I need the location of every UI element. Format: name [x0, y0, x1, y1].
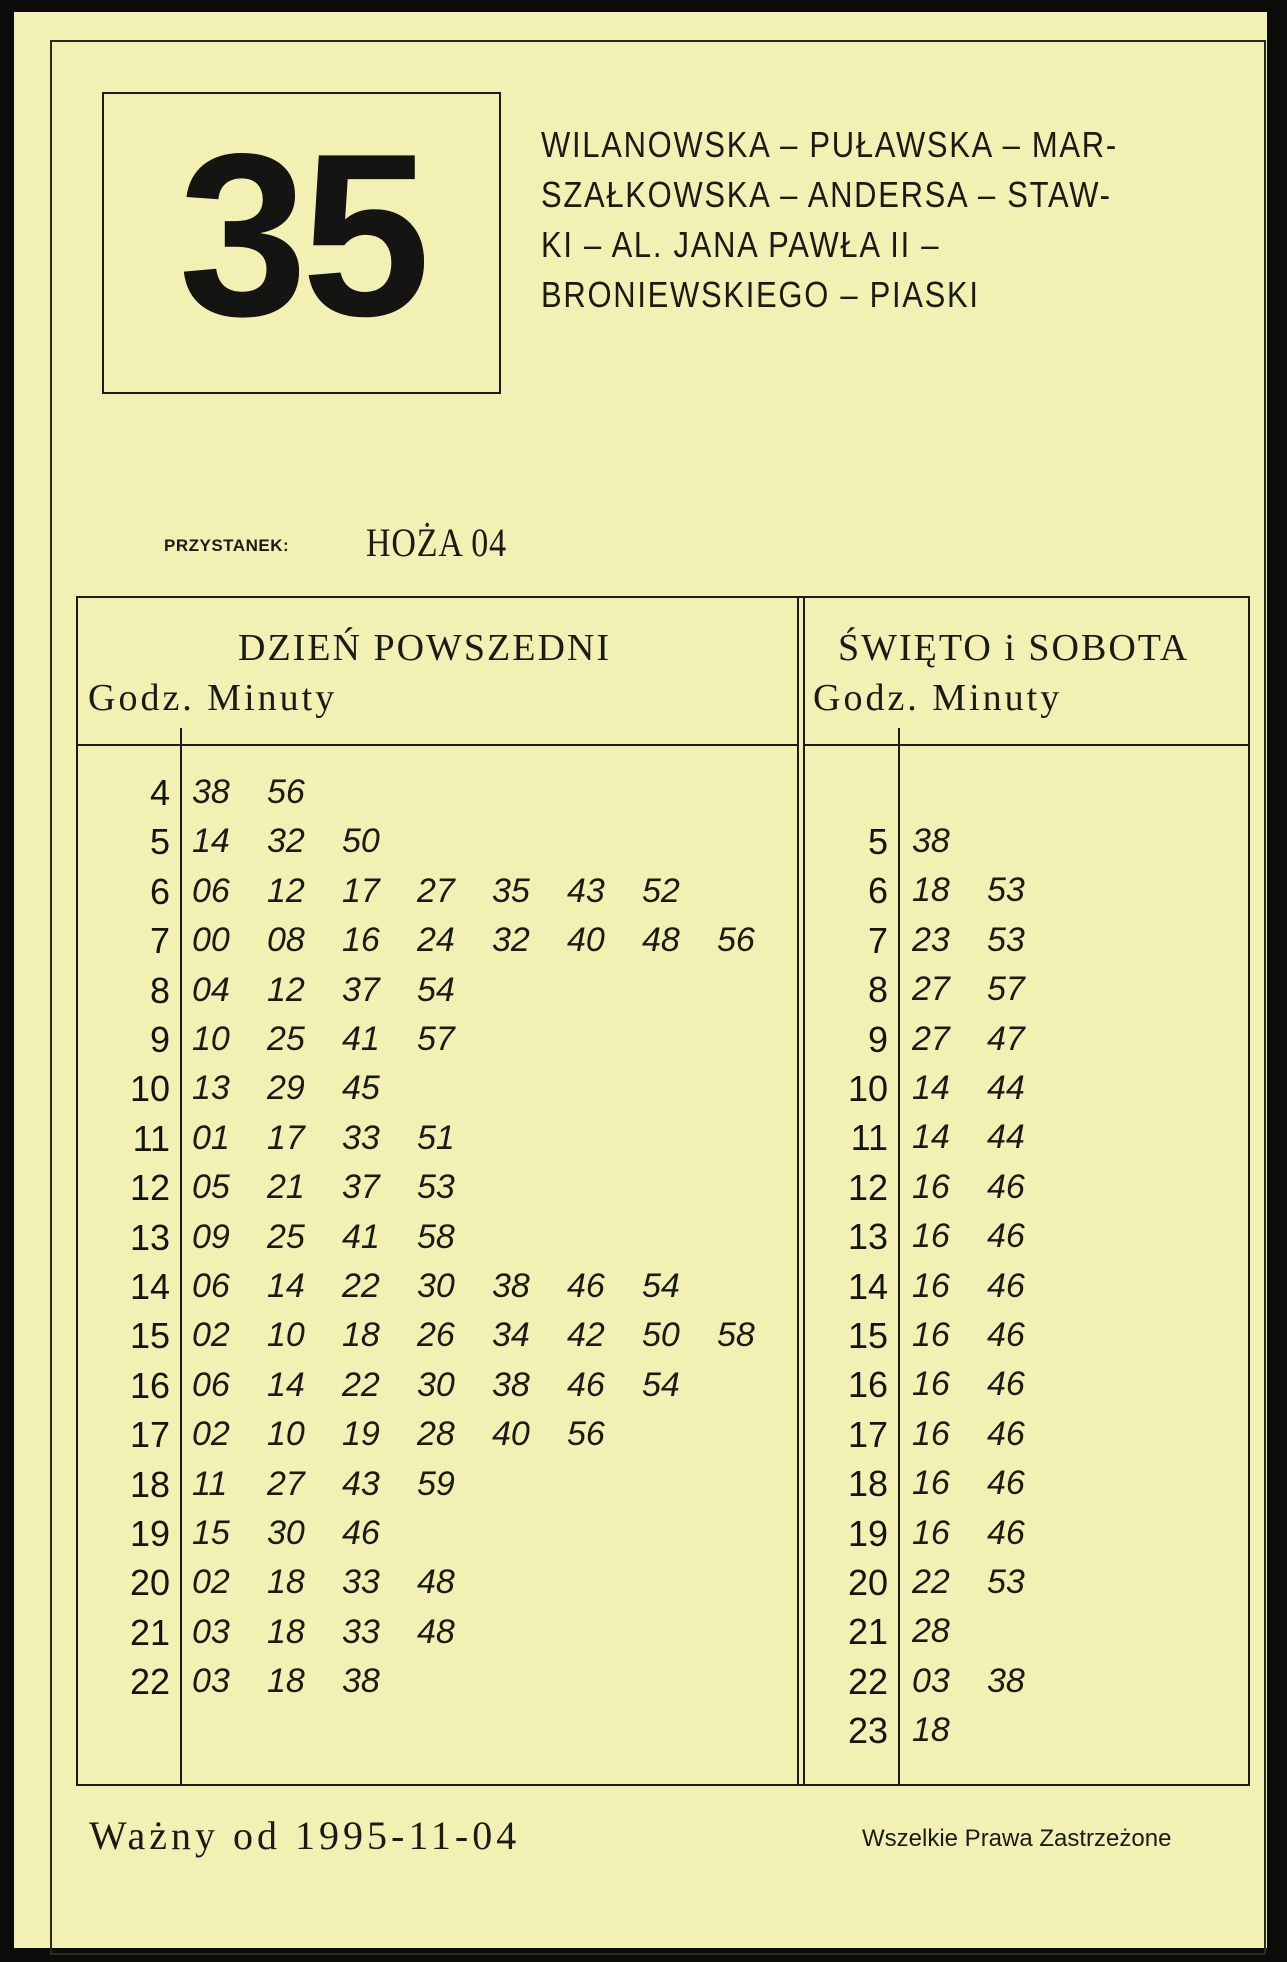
holiday-subtitle: Godz. Minuty: [813, 677, 1063, 719]
hour-cell: 6: [867, 870, 888, 912]
minute-value: 48: [417, 1612, 455, 1651]
minute-value: 53: [987, 1563, 1025, 1601]
schedule-row: [78, 916, 1248, 965]
minute-value: 32: [267, 822, 305, 861]
minute-value: 06: [192, 1267, 230, 1305]
minutes-cell: [912, 1607, 987, 1656]
schedule-row: [78, 1262, 1248, 1311]
route-description: [541, 120, 1143, 320]
minute-value: 53: [987, 920, 1025, 959]
route-description-line: KI – AL. JANA PAWŁA II –: [541, 224, 941, 265]
minute-value: 53: [417, 1168, 455, 1207]
minute-value: 22: [342, 1267, 380, 1305]
minute-value: 14: [912, 1069, 950, 1107]
minute-value: 18: [267, 1612, 305, 1651]
minutes-cell: [912, 1015, 1062, 1064]
minute-value: 00: [192, 921, 230, 960]
schedule-row: [78, 1064, 1248, 1113]
minute-value: 53: [987, 871, 1025, 910]
timetable-sheet: [14, 12, 1267, 1948]
minute-value: 57: [417, 1020, 455, 1058]
minute-value: 46: [987, 1464, 1025, 1503]
minutes-cell: [912, 1064, 1062, 1113]
minute-value: 47: [987, 1019, 1025, 1058]
route-description-line: WILANOWSKA – PUŁAWSKA – MAR-: [541, 124, 1118, 165]
minute-value: 18: [267, 1662, 305, 1701]
weekday-title: DZIEŃ POWSZEDNI: [238, 627, 612, 669]
schedule-row: [78, 1509, 1248, 1558]
minute-value: 10: [267, 1415, 305, 1454]
minutes-cell: [912, 1509, 1062, 1558]
hour-cell: 7: [867, 919, 888, 961]
minute-value: 12: [267, 871, 305, 910]
minute-value: 22: [912, 1563, 950, 1601]
minute-value: 46: [987, 1167, 1025, 1206]
minute-value: 40: [492, 1415, 530, 1454]
minute-value: 54: [642, 1267, 680, 1305]
hour-cell: 19: [847, 1512, 888, 1554]
minutes-cell: [912, 1657, 1062, 1706]
schedule-row: [78, 1558, 1248, 1607]
minute-value: 06: [192, 1365, 230, 1404]
minute-value: 10: [192, 1020, 230, 1058]
minute-value: 54: [417, 970, 455, 1009]
hour-cell: 15: [847, 1315, 888, 1356]
minute-value: 18: [912, 1711, 950, 1750]
minute-value: 30: [267, 1514, 305, 1552]
minute-value: 52: [642, 871, 680, 910]
minute-value: 37: [342, 1168, 380, 1207]
minute-value: 42: [567, 1316, 605, 1355]
minute-value: 43: [567, 871, 605, 910]
hour-cell: 22: [847, 1660, 888, 1702]
hour-cell: 18: [129, 1463, 170, 1505]
schedule-row: [78, 965, 1248, 1014]
minute-value: 48: [642, 921, 680, 960]
minute-value: 17: [342, 871, 380, 910]
hour-cell: 13: [847, 1216, 888, 1258]
minute-value: 46: [567, 1365, 605, 1404]
hour-cell: 10: [847, 1068, 888, 1109]
minute-value: 27: [912, 1019, 950, 1058]
minute-value: 56: [567, 1415, 605, 1454]
rights-notice: Wszelkie Prawa Zastrzeżone: [862, 1825, 1172, 1852]
minutes-cell: [912, 916, 1062, 965]
route-description-line: BRONIEWSKIEGO – PIASKI: [541, 274, 980, 315]
minute-value: 16: [912, 1464, 950, 1503]
hour-cell: 16: [129, 1364, 170, 1406]
schedule-row: [78, 1459, 1248, 1508]
minute-value: 22: [342, 1365, 380, 1404]
minute-value: 25: [267, 1020, 305, 1058]
minute-value: 48: [417, 1563, 455, 1602]
minutes-cell: [912, 1212, 1062, 1261]
hour-cell: 7: [149, 920, 170, 962]
hour-cell: 20: [847, 1562, 888, 1603]
minutes-cell: [912, 1459, 1062, 1508]
minute-value: 24: [417, 921, 455, 960]
minute-value: 38: [192, 773, 230, 811]
minutes-cell: [912, 1410, 1062, 1459]
schedule-row: [78, 1163, 1248, 1212]
minute-value: 16: [912, 1167, 950, 1206]
minute-value: 54: [642, 1365, 680, 1404]
minute-value: 16: [912, 1266, 950, 1305]
header-divider: [78, 744, 799, 746]
minute-value: 38: [342, 1662, 380, 1701]
minute-value: 33: [342, 1612, 380, 1651]
schedule-table: [76, 596, 1250, 1786]
valid-from: Ważny od 1995-11-04: [89, 1813, 521, 1858]
hour-cell: 18: [847, 1463, 888, 1505]
hour-cell: 8: [867, 969, 888, 1011]
hour-cell: 21: [847, 1611, 888, 1653]
minute-value: 46: [987, 1414, 1025, 1453]
route-description-line: SZAŁKOWSKA – ANDERSA – STAW-: [541, 174, 1112, 215]
minute-value: 44: [987, 1118, 1025, 1157]
minutes-cell: [912, 1113, 1062, 1162]
hour-cell: 19: [129, 1513, 170, 1554]
minute-value: 30: [417, 1267, 455, 1305]
minute-value: 27: [267, 1464, 305, 1503]
minute-value: 26: [417, 1316, 455, 1355]
minute-value: 58: [717, 1316, 755, 1355]
hour-cell: 14: [847, 1265, 888, 1307]
schedule-row: [78, 817, 1248, 866]
minute-value: 17: [267, 1118, 305, 1157]
minutes-cell: [912, 866, 1062, 915]
minute-value: 13: [192, 1069, 230, 1108]
minute-value: 05: [192, 1168, 230, 1207]
minute-value: 28: [417, 1415, 455, 1454]
minute-value: 28: [912, 1612, 950, 1651]
minute-value: 14: [267, 1267, 305, 1305]
minute-value: 18: [912, 871, 950, 910]
hour-cell: 15: [129, 1315, 170, 1357]
minute-value: 16: [342, 921, 380, 960]
minutes-cell: [912, 1163, 1062, 1212]
hour-cell: 12: [129, 1167, 170, 1209]
minute-value: 30: [417, 1365, 455, 1404]
minute-value: 03: [192, 1612, 230, 1651]
minute-value: 56: [717, 921, 755, 960]
minute-value: 16: [912, 1316, 950, 1354]
minute-value: 34: [492, 1316, 530, 1355]
minute-value: 04: [192, 970, 230, 1009]
minute-value: 02: [192, 1563, 230, 1602]
hour-cell: 11: [132, 1117, 170, 1159]
hour-cell: 17: [847, 1413, 888, 1455]
minute-value: 06: [192, 871, 230, 910]
minute-value: 35: [492, 871, 530, 910]
weekday-subtitle: Godz. Minuty: [88, 677, 338, 719]
route-number: 35: [178, 106, 425, 365]
hour-cell: 9: [867, 1018, 888, 1060]
header-divider: [804, 744, 1250, 746]
minute-value: 45: [342, 1069, 380, 1108]
minute-value: 46: [987, 1316, 1025, 1354]
minute-value: 27: [417, 871, 455, 910]
route-number-box: [102, 92, 501, 394]
minute-value: 14: [912, 1118, 950, 1157]
schedule-row: [78, 1410, 1248, 1459]
minute-value: 46: [987, 1266, 1025, 1305]
minute-value: 33: [342, 1563, 380, 1602]
minute-value: 37: [342, 970, 380, 1009]
hour-cell: 14: [129, 1266, 170, 1307]
hour-cell: 21: [129, 1611, 170, 1653]
minute-value: 01: [192, 1118, 230, 1157]
minute-value: 11: [192, 1464, 228, 1503]
schedule-row: [78, 768, 1248, 817]
minute-value: 16: [912, 1414, 950, 1453]
minutes-cell: [912, 1360, 1062, 1409]
minutes-cell: [912, 1262, 1062, 1311]
hour-cell: 5: [867, 821, 888, 862]
minute-value: 56: [267, 773, 305, 811]
schedule-row: [78, 1607, 1248, 1656]
hour-cell: 10: [129, 1068, 170, 1110]
minute-value: 21: [267, 1168, 305, 1207]
minute-value: 46: [987, 1365, 1025, 1404]
hour-cell: 20: [129, 1562, 170, 1604]
minutes-cell: [912, 1706, 987, 1755]
hour-cell: 6: [149, 870, 170, 912]
minute-value: 46: [987, 1217, 1025, 1256]
minute-value: 32: [492, 921, 530, 960]
schedule-row: [78, 1706, 1248, 1755]
minute-value: 25: [267, 1217, 305, 1256]
minute-value: 14: [192, 822, 230, 861]
holiday-title: ŚWIĘTO i SOBOTA: [838, 627, 1190, 669]
minute-value: 02: [192, 1415, 230, 1454]
minutes-cell: [912, 965, 1062, 1014]
hour-cell: 4: [149, 772, 170, 813]
schedule-row: [78, 1113, 1248, 1162]
schedule-row: [78, 1311, 1248, 1360]
minute-value: 38: [912, 822, 950, 860]
minute-value: 14: [267, 1365, 305, 1404]
minute-value: 57: [987, 970, 1025, 1009]
hour-cell: 23: [847, 1710, 888, 1752]
minute-value: 12: [267, 970, 305, 1009]
minute-value: 38: [492, 1267, 530, 1305]
minute-value: 18: [342, 1316, 380, 1355]
minute-value: 38: [987, 1661, 1025, 1700]
minute-value: 50: [342, 822, 380, 861]
hour-cell: 12: [847, 1166, 888, 1208]
minute-value: 46: [567, 1267, 605, 1305]
minute-value: 09: [192, 1217, 230, 1256]
stop-label: PRZYSTANEK:: [164, 536, 290, 555]
minute-value: 10: [267, 1316, 305, 1355]
minute-value: 02: [192, 1316, 230, 1355]
minute-value: 38: [492, 1365, 530, 1404]
hour-cell: 5: [149, 821, 170, 863]
schedule-row: [78, 1015, 1248, 1064]
schedule-row: [78, 866, 1248, 915]
minutes-cell: [912, 1311, 1062, 1360]
hour-cell: 22: [129, 1661, 170, 1703]
minute-value: 43: [342, 1464, 380, 1503]
minutes-cell: [912, 817, 987, 866]
hour-cell: 9: [149, 1019, 170, 1060]
hour-cell: 11: [850, 1117, 888, 1159]
minutes-cell: [912, 1558, 1062, 1607]
schedule-row: [78, 1657, 1248, 1706]
hour-cell: 13: [129, 1216, 170, 1258]
minute-value: 33: [342, 1118, 380, 1157]
minute-value: 46: [342, 1514, 380, 1552]
minute-value: 40: [567, 921, 605, 960]
minute-value: 16: [912, 1365, 950, 1404]
hour-cell: 8: [149, 969, 170, 1011]
minute-value: 29: [267, 1069, 305, 1108]
minute-value: 18: [267, 1563, 305, 1602]
minute-value: 15: [192, 1514, 230, 1552]
minute-value: 46: [987, 1513, 1025, 1552]
minute-value: 23: [912, 920, 950, 959]
minute-value: 41: [342, 1020, 380, 1058]
minute-value: 19: [342, 1415, 380, 1454]
minute-value: 27: [912, 970, 950, 1009]
minute-value: 03: [192, 1662, 230, 1701]
hour-cell: 16: [847, 1364, 888, 1406]
minute-value: 16: [912, 1217, 950, 1256]
minute-value: 59: [417, 1464, 455, 1503]
minute-value: 50: [642, 1316, 680, 1355]
minute-value: 58: [417, 1217, 455, 1256]
minute-value: 16: [912, 1513, 950, 1552]
schedule-row: [78, 1360, 1248, 1409]
minute-value: 44: [987, 1069, 1025, 1107]
minutes-cell: [192, 768, 342, 817]
minute-value: 41: [342, 1217, 380, 1256]
minute-value: 08: [267, 921, 305, 960]
hour-cell: 17: [129, 1414, 170, 1456]
minute-value: 03: [912, 1661, 950, 1700]
stop-name: HOŻA 04: [366, 520, 508, 565]
minute-value: 51: [417, 1118, 455, 1157]
schedule-row: [78, 1212, 1248, 1261]
